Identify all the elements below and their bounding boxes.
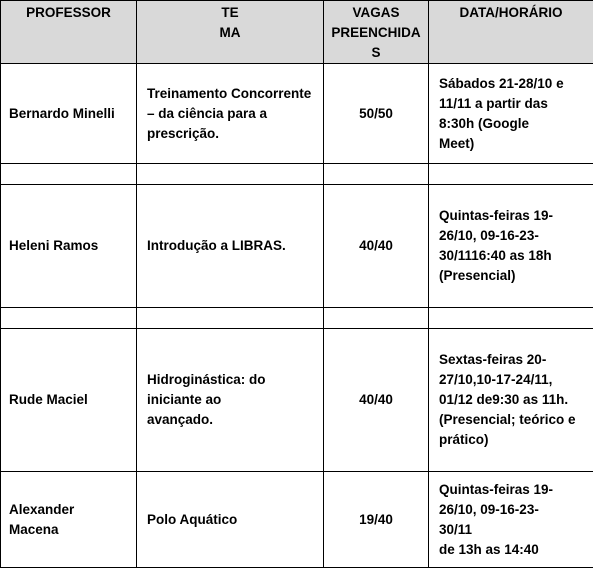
cell-tema: Introdução a LIBRAS.: [137, 185, 324, 308]
header-tema: TE MA: [137, 1, 324, 64]
cell-professor: Alexander Macena: [1, 472, 137, 568]
spacer-cell: [429, 308, 593, 329]
spacer-row: [1, 164, 593, 185]
cell-professor: Rude Maciel: [1, 329, 137, 472]
spacer-row: [1, 308, 593, 329]
cell-vagas: 50/50: [324, 64, 429, 164]
cell-vagas: 40/40: [324, 329, 429, 472]
header-data-horario: DATA/HORÁRIO: [429, 1, 593, 64]
spacer-cell: [137, 164, 324, 185]
spacer-cell: [324, 308, 429, 329]
cell-data-horario: Sextas-feiras 20- 27/10,10-17-24/11, 01/12 de9:30 as 11h. (Presencial; teórico e prático): [429, 329, 593, 472]
cell-tema: Hidroginástica: do iniciante ao avançado.: [137, 329, 324, 472]
cell-professor: Bernardo Minelli: [1, 64, 137, 164]
cell-tema: Treinamento Concorrente – da ciência para a prescrição.: [137, 64, 324, 164]
cell-tema: Polo Aquático: [137, 472, 324, 568]
cell-professor: Heleni Ramos: [1, 185, 137, 308]
spacer-cell: [137, 308, 324, 329]
header-vagas: VAGAS PREENCHIDA S: [324, 1, 429, 64]
header-professor: PROFESSOR: [1, 1, 137, 64]
cell-data-horario: Sábados 21-28/10 e 11/11 a partir das 8:30h (Google Meet): [429, 64, 593, 164]
table-row: [1, 185, 593, 308]
cell-vagas: 40/40: [324, 185, 429, 308]
table-row: [1, 472, 593, 568]
cell-data-horario: Quintas-feiras 19- 26/10, 09-16-23- 30/11 de 13h as 14:40: [429, 472, 593, 568]
spacer-cell: [1, 308, 137, 329]
spacer-cell: [324, 164, 429, 185]
spacer-cell: [429, 164, 593, 185]
cell-data-horario: Quintas-feiras 19- 26/10, 09-16-23- 30/1116:40 as 18h (Presencial): [429, 185, 593, 308]
table-row: [1, 64, 593, 164]
table-row: [1, 329, 593, 472]
spacer-cell: [1, 164, 137, 185]
cell-vagas: 19/40: [324, 472, 429, 568]
header-row: [1, 1, 593, 64]
